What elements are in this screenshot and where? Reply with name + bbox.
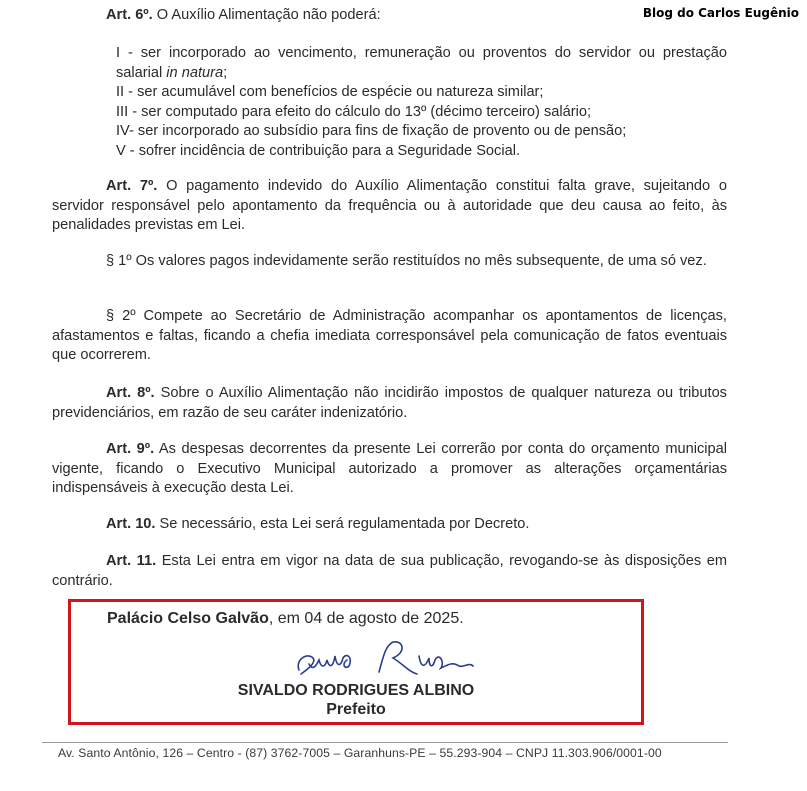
article-10-label: Art. 10. — [106, 516, 156, 532]
item-1-end: ; — [223, 64, 228, 81]
article-6-text: O Auxílio Alimentação não poderá: — [152, 7, 381, 23]
article-10 — [52, 515, 727, 535]
place-and-date — [107, 610, 464, 628]
article-7-paragraph-1: § 1º Os valores pagos indevidamente serão restituídos no mês subsequente, de uma só vez. — [106, 253, 707, 269]
item-1-italic: in natura — [166, 64, 224, 81]
article-6-item-5: V - sofrer incidência de contribuição para a Seguridade Social. — [116, 142, 520, 159]
palace-name: Palácio Celso Galvão — [107, 610, 269, 627]
signature-highlight-box — [68, 599, 644, 725]
article-9 — [52, 440, 727, 499]
footer-divider — [42, 742, 728, 743]
mayor-name: SIVALDO RODRIGUES ALBINO — [237, 682, 475, 699]
article-11 — [52, 552, 727, 591]
article-9-text: As despesas decorrentes da presente Lei correrão por conta do orçamento municipal vigente, ficando o Executivo Municipal autorizado a promover as alterações orçamentárias indispensáveis à execução desta Lei. — [52, 441, 727, 496]
article-7 — [52, 177, 727, 236]
item-1-text: I - ser incorporado ao vencimento, remuneração ou proventos do servidor ou prestação salarial — [116, 45, 727, 81]
article-6-item-1 — [116, 44, 727, 83]
footer-address: Av. Santo Antônio, 126 – Centro - (87) 3762-7005 – Garanhuns-PE – 55.293-904 – CNPJ 11.303.906/0001-00 — [58, 746, 662, 760]
article-7-label: Art. 7º. — [106, 178, 158, 194]
signing-date: , em 04 de agosto de 2025. — [268, 610, 464, 627]
article-6-item-3: III - ser computado para efeito do cálculo do 13º (décimo terceiro) salário; — [116, 103, 591, 120]
article-7-text: O pagamento indevido do Auxílio Alimentação constitui falta grave, sujeitando o servidor responsável pelo apontamento da frequência ou à autoridade que deu causa ao feito, às penalidades previstas em Lei. — [52, 178, 727, 233]
article-8 — [52, 384, 727, 423]
article-6 — [52, 6, 727, 26]
article-6-item-4: IV- ser incorporado ao subsídio para fins de fixação de provento ou de pensão; — [116, 123, 627, 139]
article-11-label: Art. 11. — [106, 553, 157, 569]
mayor-title: Prefeito — [326, 701, 386, 718]
article-6-item-2: II - ser acumulável com benefícios de espécie ou natureza similar; — [116, 84, 544, 100]
article-6-items — [52, 44, 727, 161]
article-9-label: Art. 9º. — [106, 441, 155, 457]
blog-watermark: Blog do Carlos Eugênio — [642, 6, 799, 20]
article-11-text: Esta Lei entra em vigor na data de sua publicação, revogando-se às disposições em contrário. — [52, 553, 727, 589]
article-7-paragraph-2: § 2º Compete ao Secretário de Administração acompanhar os apontamentos de licenças, afastamentos e faltas, ficando a chefia imediata corresponsável pela comunicação de fatos eventuais que ocorrerem. — [52, 308, 727, 363]
article-10-text: Se necessário, esta Lei será regulamentada por Decreto. — [155, 516, 530, 532]
article-8-label: Art. 8º. — [106, 385, 155, 401]
article-6-label: Art. 6º. — [106, 7, 153, 23]
handwritten-signature — [293, 638, 483, 680]
article-8-text: Sobre o Auxílio Alimentação não incidirão impostos de qualquer natureza ou tributos previdenciários, em razão de seu caráter indenizatório. — [52, 385, 727, 421]
